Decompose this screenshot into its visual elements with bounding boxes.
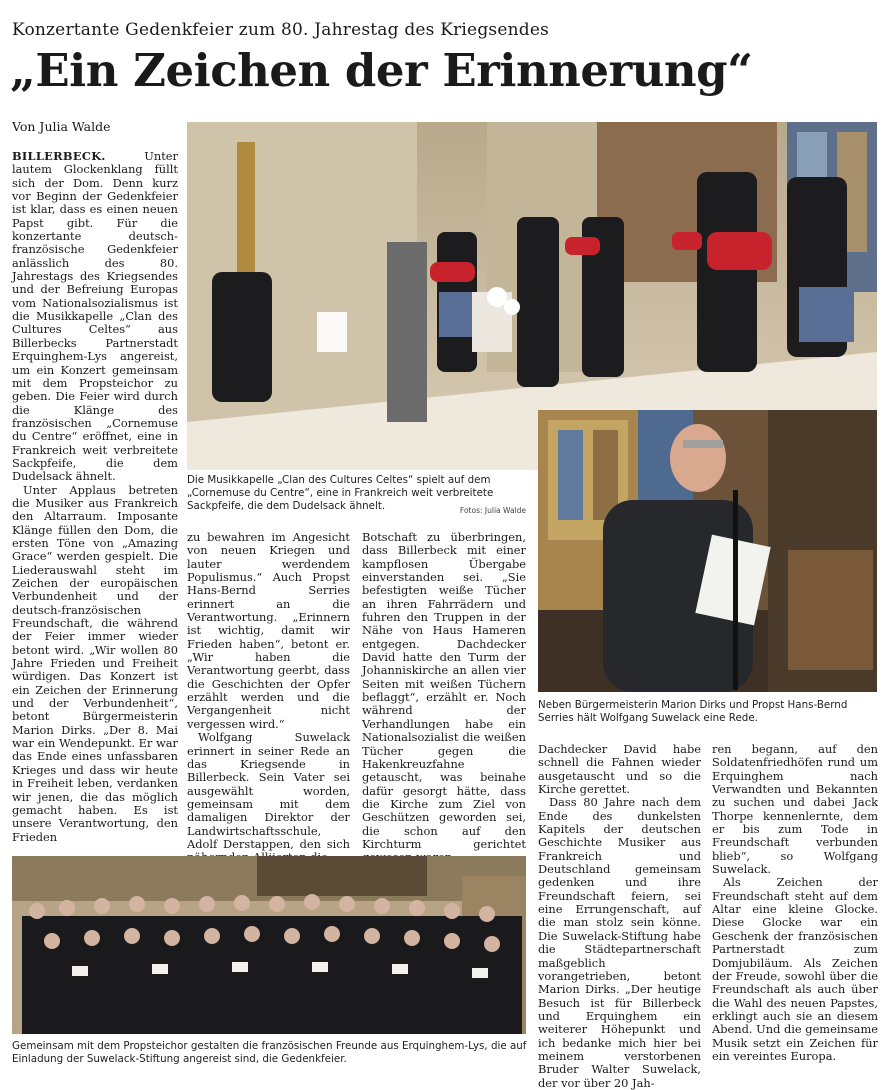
paragraph-1: BILLERBECK. Unter lautem Glockenklang füllt sich der Dom. Denn kurz vor Beginn der Gedenkfeier ist klar, dass es einen neuen Papst gibt. Für die konzertante deutsch-französische Gedenkfeier anlässlich des 80. Jahrestags des Kriegsendes und der Befreiung Europas vom Nationalsozialismus ist die Musikkapelle „Clan des Cultures Celtes“ aus Billerbecks Partnerstadt Erquinghem-Lys angereist, um ein Konzert gemeinsam mit dem Propsteichor zu geben. Die Feier wird durch die Klänge des französischen „Cornemuse du Centre“ eröffnet, eine in Frankreich weit verbreitete Sackpfeife, die dem Dudelsack ähnelt.: [12, 149, 178, 484]
text-column-1: [12, 150, 178, 842]
photo-choir: [12, 856, 526, 1034]
paragraph-2: Unter Applaus betreten die Musiker aus Frankreich den Altarraum. Imposante Klänge füllen den Dom, die ersten Töne von „Amazing Grace“ werden gespielt. Die Liederauswahl steht im Zeichen der europäischen Verbundenheit und der deutsch-französischen Freundschaft, die während der Feier immer wieder betont wird. „Wir wollen 80 Jahre Frieden und Freiheit würdigen. Das Konzert ist ein Zeichen der Erinnerung und der Verbundenheit“, betont Bürgermeisterin Marion Dirks. „Der 8. Mai war ein Wendepunkt. Er war das Ende eines unfassbaren Krieges und dass wir heute in Freiheit leben, verdanken wir jenen, die das möglich gemacht haben. Es ist unsere Verantwortung, den Frieden: [12, 482, 178, 844]
text-column-5: [712, 743, 878, 1073]
article-headline: „Ein Zeichen der Erinnerung“: [10, 44, 753, 97]
caption-speaker: Neben Bürgermeisterin Marion Dirks und Propst Hans-Bernd Serries hält Wolfgang Suwelack eine Rede.: [538, 699, 848, 724]
paragraph-4: Wolfgang Suwelack erinnert in seiner Rede an das Kriegsende in Billerbeck. Sein Vater sei ausgewählt worden, gemeinsam mit dem damaligen Direktor der Landwirtschaftsschule, Adolf Derstappen, den sich: [187, 730, 350, 851]
article-byline: Von Julia Walde: [12, 119, 111, 134]
dateline: BILLERBECK.: [12, 149, 106, 163]
article-kicker: Konzertante Gedenkfeier zum 80. Jahrestag des Kriegsendes: [12, 20, 550, 40]
caption-pipers: Die Musikkapelle „Clan des Cultures Celtes“ spielt auf dem „Cornemuse du Centre“, eine in Frankreich weit verbreitete Sackpfeife, die dem Dudelsack ähnelt.: [187, 474, 494, 512]
paragraph-3: zu bewahren im Angesicht von neuen Kriegen und lauter werdendem Populismus.“ Auch Propst Hans-Bernd Serries erinnert an die Verantwortung. „Erinnern ist wichtig, damit wir Frieden haben“, betont er. „Wir haben die Verantwortung geerbt, dass die Geschichten der Opfer erzählt werden und die Vergangenheit nicht vergessen wird.“: [187, 530, 350, 731]
text-column-2: [187, 530, 350, 851]
photo-speaker: [538, 410, 877, 692]
text-column-4: [538, 742, 701, 1090]
photo-credit: Fotos: Julia Walde: [459, 506, 526, 515]
paragraph-5: Botschaft zu überbringen, dass Billerbeck mit einer kampflosen Übergabe einverstanden sei. „Sie befestigten weiße Tücher an ihren Fahrrädern und fuhren den Truppen in der Nähe von Haus Hameren entgegen. Dachdecker David hatte den Turm der Johanniskirche an allen vier Seiten mit weißen Tüchern beflaggt“, erzählt er. Noch während der Verhandlungen habe ein Nationalsozialist die weißen Tücher gegen die Hakenkreuzfahne getauscht, was beinahe dafür gesorgt hätte, dass die Kirche zum Ziel von Geschützen geworden sei, die schon auf den Kirchturm gerichtet: [362, 530, 526, 851]
paragraph-6: Dachdecker David habe schnell die Fahnen wieder ausgetauscht und so die Kirche gerettet.: [538, 742, 701, 797]
paragraph-7: Dass 80 Jahre nach dem Ende des dunkelsten Kapitels der deutschen Geschichte Musiker aus Frankreich und Deutschland gemeinsam gedenken und ihre Freundschaft feiern, sei eine Errungenschaft, auf die man stolz sein könne. Die Suwelack-Stiftung habe die Städtepartnerschaft maßgeblich vorangetrieben, betont Marion Dirks. „Der heutige Besuch ist für Billerbeck und Erquinghem ein weiterer Höhepunkt und ich bedanke mich hier bei meinem verstorbenen Bruder Walter Suwelack, der vor über 20 Jah-: [538, 795, 701, 1090]
text-column-3: [362, 530, 526, 851]
paragraph-8: ren begann, auf den Soldatenfriedhöfen rund um Erquinghem nach Verwandten und Bekannten zu suchen und dabei Jack Thorpe kennenlernte, dem er bis zum Tode in Freundschaft verbunden blieb“, so Wolfgang Suwelack.: [712, 742, 878, 877]
caption-choir: Gemeinsam mit dem Propsteichor gestalten die französischen Freunde aus Erquinghem-Lys, die auf Einladung der Suwelack-Stiftung angereist sind, die Gedenkfeier.: [12, 1040, 527, 1065]
paragraph-9: Als Zeichen der Freundschaft steht auf dem Altar eine kleine Glocke. Diese Glocke war ein Geschenk der französischen Partnerstadt zum Domjubiläum. Als Zeichen der Freude, sowohl über die Freundschaft als auch über die Wahl des neuen Papstes, erklingt auch sie an diesem Abend. Und die gemeinsame Musik setzt ein Zeichen für ein vereintes Europa.: [712, 875, 879, 1063]
